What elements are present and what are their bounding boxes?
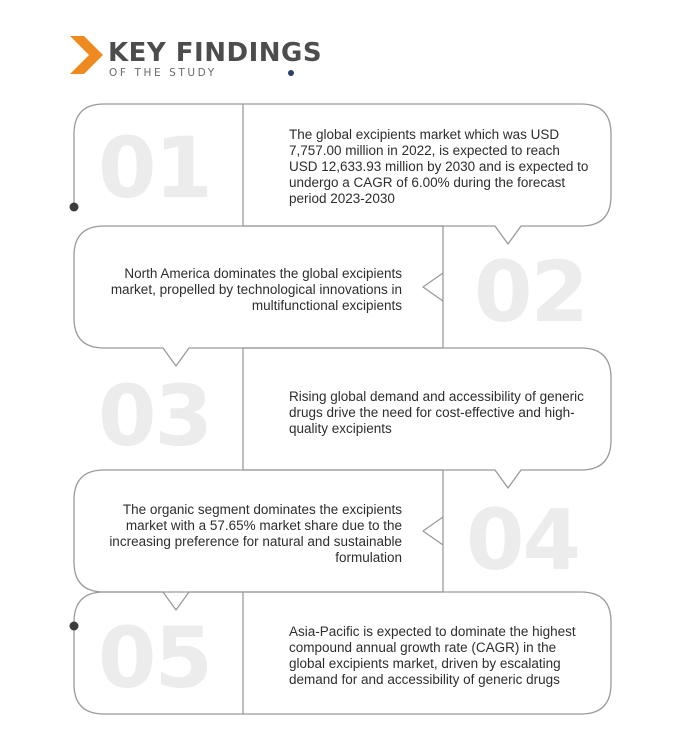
finding-number-01: 01 [98, 119, 211, 217]
finding-text-05: Asia-Pacific is expected to dominate the highest compound annual growth rate (CAGR) in the global excipients market, driven by escalating demand for and accessibility of generic drugs [289, 624, 576, 687]
finding-number-05: 05 [98, 609, 211, 707]
page-subtitle: OF THE STUDY [109, 67, 217, 79]
finding-text-03: Rising global demand and accessibility of generic drugs drive the need for cost-effective and high-quality excipients [289, 389, 584, 436]
timeline-end-dot-icon [70, 622, 79, 631]
page-title: KEY FINDINGS [108, 38, 323, 68]
finding-text-01: The global excipients market which was USD 7,757.00 million in 2022, is expected to reach USD 12,633.93 million by 2030 and is expected to undergo a CAGR of 6.00% during the forecast period 2023-2030 [289, 127, 589, 206]
finding-number-04: 04 [466, 491, 579, 589]
finding-number-03: 03 [98, 367, 211, 465]
finding-number-02: 02 [474, 243, 587, 341]
timeline-start-dot-icon [70, 203, 79, 212]
finding-text-02: North America dominates the global excipients market, propelled by technological innovations in multifunctional excipients [110, 266, 402, 313]
finding-text-04: The organic segment dominates the excipients market with a 57.65% market share due to the increasing preference for natural and sustainable formulation [109, 502, 402, 565]
